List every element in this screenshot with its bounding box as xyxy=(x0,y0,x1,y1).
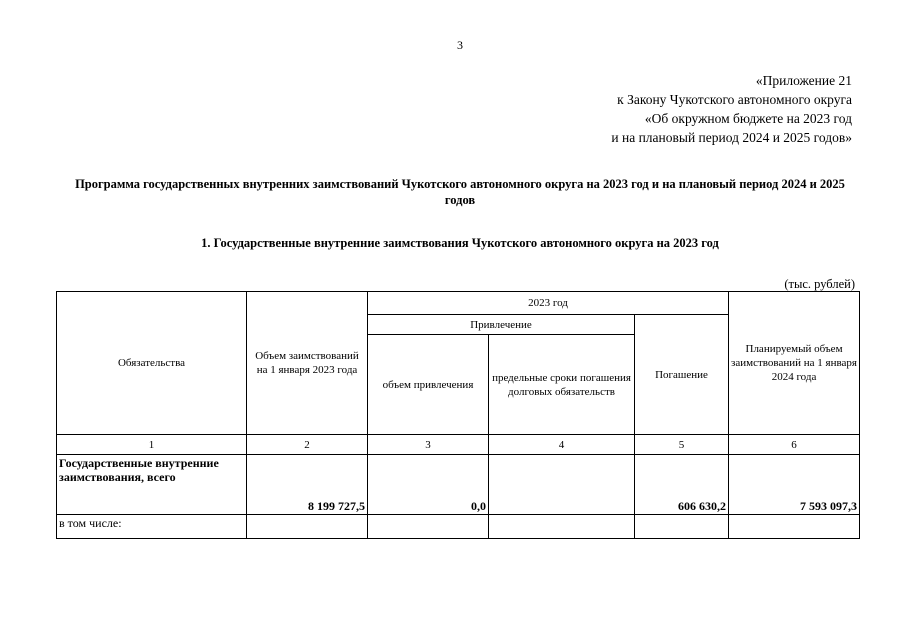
cell-attraction-volume: 0,0 xyxy=(368,455,489,515)
row-label: в том числе: xyxy=(57,515,247,539)
header-repayment-terms: предельные сроки погашения долговых обязательств xyxy=(489,335,635,435)
document-title: Программа государственных внутренних заимствований Чукотского автономного округа на 2023 год и на плановый период 2024 и 2025 годов xyxy=(75,177,845,207)
header-planned-volume: Планируемый объем заимствований на 1 января 2024 года xyxy=(729,292,860,435)
table-row xyxy=(57,455,860,515)
header-attraction: Привлечение xyxy=(368,315,635,335)
empty-cell xyxy=(368,515,489,539)
header-row xyxy=(57,292,860,315)
appendix-line: «Об окружном бюджете на 2023 год xyxy=(644,111,852,126)
cell-repayment: 606 630,2 xyxy=(635,455,729,515)
header-obligations: Обязательства xyxy=(57,292,247,435)
column-number: 5 xyxy=(635,435,729,455)
appendix-line: и на плановый период 2024 и 2025 годов» xyxy=(611,130,852,145)
cell-repayment-terms xyxy=(489,455,635,515)
cell-volume-start: 8 199 727,5 xyxy=(247,455,368,515)
units-label: (тыс. рублей) xyxy=(784,277,855,291)
borrowings-table xyxy=(56,291,860,539)
page-number: 3 xyxy=(457,38,463,52)
column-number: 4 xyxy=(489,435,635,455)
column-number: 3 xyxy=(368,435,489,455)
empty-cell xyxy=(635,515,729,539)
empty-cell xyxy=(247,515,368,539)
header-attraction-volume: объем привлечения xyxy=(368,335,489,435)
header-year: 2023 год xyxy=(368,292,729,315)
appendix-line: к Закону Чукотского автономного округа xyxy=(617,92,852,107)
header-repayment: Погашение xyxy=(635,315,729,435)
appendix-header xyxy=(611,71,852,147)
column-number: 6 xyxy=(729,435,860,455)
appendix-line: «Приложение 21 xyxy=(755,73,852,88)
column-numbers-row xyxy=(57,435,860,455)
row-label: Государственные внутренние заимствования, всего xyxy=(57,455,247,515)
empty-cell xyxy=(489,515,635,539)
section-title: 1. Государственные внутренние заимствования Чукотского автономного округа на 2023 год xyxy=(201,236,719,250)
cell-planned-volume: 7 593 097,3 xyxy=(729,455,860,515)
header-volume-start: Объем заимствований на 1 января 2023 года xyxy=(247,292,368,435)
table-row xyxy=(57,515,860,539)
column-number: 1 xyxy=(57,435,247,455)
empty-cell xyxy=(729,515,860,539)
column-number: 2 xyxy=(247,435,368,455)
